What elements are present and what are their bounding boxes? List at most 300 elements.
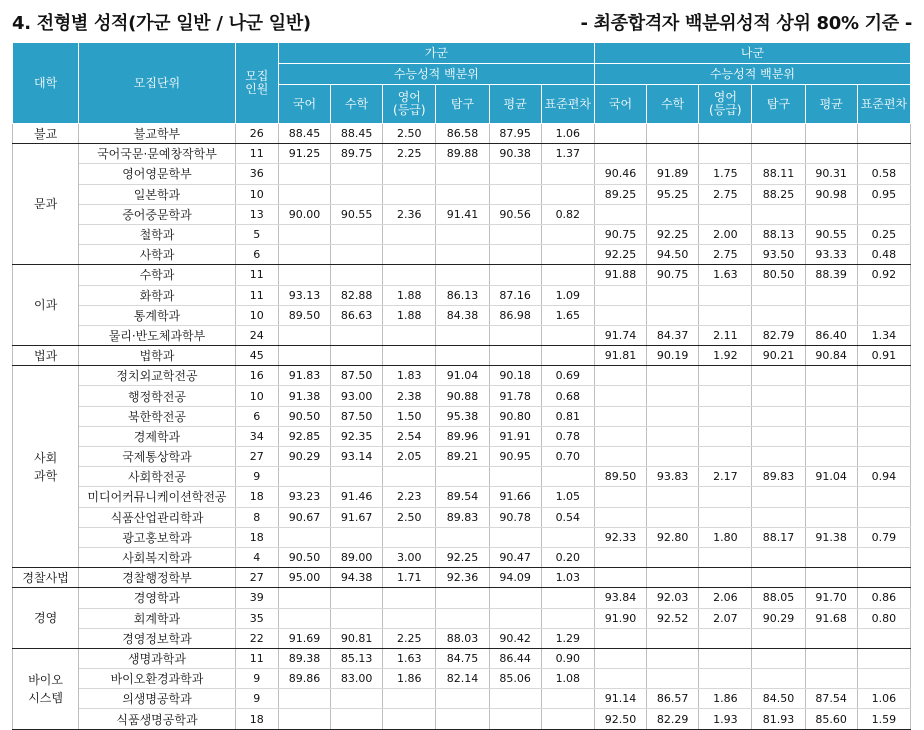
ga-score-cell <box>278 245 330 265</box>
ga-score-cell: 2.25 <box>383 628 436 648</box>
ga-score-cell <box>489 588 541 608</box>
table-row <box>13 366 911 386</box>
na-score-cell <box>594 144 646 164</box>
na-score-cell: 88.39 <box>805 265 857 285</box>
na-score-cell <box>594 366 646 386</box>
ga-score-cell <box>331 265 383 285</box>
ga-score-cell: 86.98 <box>489 305 541 325</box>
na-score-cell <box>594 648 646 668</box>
table-row <box>13 386 911 406</box>
ga-score-cell <box>436 245 489 265</box>
na-score-cell: 91.70 <box>805 588 857 608</box>
unit-cell: 경영학과 <box>79 588 236 608</box>
ga-score-cell: 93.00 <box>331 386 383 406</box>
ga-score-cell <box>541 184 594 204</box>
na-score-cell <box>699 426 752 446</box>
na-score-cell: 92.33 <box>594 527 646 547</box>
ga-score-cell: 90.81 <box>331 628 383 648</box>
table-row <box>13 224 911 244</box>
ga-score-cell: 1.03 <box>541 568 594 588</box>
ga-score-cell <box>489 164 541 184</box>
ga-score-cell <box>541 527 594 547</box>
table-row <box>13 608 911 628</box>
ga-score-cell: 91.78 <box>489 386 541 406</box>
na-score-cell: 2.75 <box>699 245 752 265</box>
ga-score-cell: 90.18 <box>489 366 541 386</box>
table-row <box>13 507 911 527</box>
na-score-cell: 2.11 <box>699 325 752 345</box>
ga-score-cell <box>278 709 330 729</box>
na-score-cell <box>699 406 752 426</box>
ga-score-cell <box>278 184 330 204</box>
na-score-cell <box>699 386 752 406</box>
na-score-cell <box>752 204 805 224</box>
na-score-cell: 89.50 <box>594 467 646 487</box>
na-score-cell <box>857 144 910 164</box>
na-score-cell <box>752 144 805 164</box>
header-quota <box>235 43 278 124</box>
ga-score-cell <box>541 467 594 487</box>
ga-score-cell <box>436 325 489 345</box>
ga-score-cell: 2.05 <box>383 447 436 467</box>
ga-score-cell <box>489 709 541 729</box>
ga-score-cell: 90.42 <box>489 628 541 648</box>
college-cell: 바이오 시스템 <box>13 648 79 729</box>
ga-score-cell: 89.21 <box>436 447 489 467</box>
unit-cell: 행정학전공 <box>79 386 236 406</box>
na-score-cell: 93.33 <box>805 245 857 265</box>
na-score-cell: 88.25 <box>752 184 805 204</box>
ga-score-cell: 86.13 <box>436 285 489 305</box>
unit-cell: 화학과 <box>79 285 236 305</box>
table-row <box>13 426 911 446</box>
na-score-cell <box>752 406 805 426</box>
quota-cell: 13 <box>235 204 278 224</box>
na-score-cell: 2.17 <box>699 467 752 487</box>
ga-score-cell: 90.78 <box>489 507 541 527</box>
na-score-cell: 86.57 <box>647 689 699 709</box>
na-score-cell: 90.84 <box>805 346 857 366</box>
quota-cell: 9 <box>235 669 278 689</box>
ga-score-cell: 92.36 <box>436 568 489 588</box>
unit-cell: 사학과 <box>79 245 236 265</box>
ga-score-cell: 90.67 <box>278 507 330 527</box>
table-row <box>13 285 911 305</box>
na-score-cell <box>594 568 646 588</box>
table-row <box>13 184 911 204</box>
ga-score-cell: 89.54 <box>436 487 489 507</box>
ga-score-cell <box>383 527 436 547</box>
ga-score-cell: 90.38 <box>489 144 541 164</box>
na-score-cell <box>699 507 752 527</box>
na-score-cell <box>699 285 752 305</box>
ga-score-cell: 0.90 <box>541 648 594 668</box>
na-score-cell <box>647 386 699 406</box>
na-score-cell <box>752 669 805 689</box>
ga-score-cell: 83.00 <box>331 669 383 689</box>
header-subject-na-3: 탐구 <box>752 85 805 124</box>
header-suneung-na: 수능성적 백분위 <box>594 64 910 85</box>
ga-score-cell <box>489 184 541 204</box>
na-score-cell: 92.03 <box>647 588 699 608</box>
na-score-cell: 0.95 <box>857 184 910 204</box>
ga-score-cell <box>541 588 594 608</box>
na-score-cell: 88.05 <box>752 588 805 608</box>
ga-score-cell: 91.04 <box>436 366 489 386</box>
na-score-cell <box>647 447 699 467</box>
ga-score-cell: 87.16 <box>489 285 541 305</box>
na-score-cell: 91.74 <box>594 325 646 345</box>
ga-score-cell: 90.29 <box>278 447 330 467</box>
ga-score-cell <box>436 467 489 487</box>
na-score-cell <box>857 628 910 648</box>
ga-score-cell: 91.66 <box>489 487 541 507</box>
na-score-cell <box>857 305 910 325</box>
ga-score-cell: 91.67 <box>331 507 383 527</box>
ga-score-cell: 0.69 <box>541 366 594 386</box>
ga-score-cell <box>278 164 330 184</box>
quota-cell: 18 <box>235 527 278 547</box>
quota-cell: 36 <box>235 164 278 184</box>
quota-cell: 11 <box>235 144 278 164</box>
header-subject-ga-5: 표준편차 <box>541 85 594 124</box>
ga-score-cell: 89.88 <box>436 144 489 164</box>
ga-score-cell <box>278 325 330 345</box>
table-row <box>13 547 911 567</box>
ga-score-cell <box>541 346 594 366</box>
ga-score-cell <box>278 689 330 709</box>
ga-score-cell <box>541 608 594 628</box>
na-score-cell: 0.92 <box>857 265 910 285</box>
unit-cell: 국제통상학과 <box>79 447 236 467</box>
na-score-cell <box>857 648 910 668</box>
na-score-cell <box>857 386 910 406</box>
ga-score-cell: 85.06 <box>489 669 541 689</box>
ga-score-cell: 1.88 <box>383 305 436 325</box>
ga-score-cell: 89.96 <box>436 426 489 446</box>
table-row <box>13 709 911 729</box>
ga-score-cell: 2.38 <box>383 386 436 406</box>
na-score-cell: 91.04 <box>805 467 857 487</box>
na-score-cell <box>647 487 699 507</box>
ga-score-cell: 91.25 <box>278 144 330 164</box>
table-row <box>13 164 911 184</box>
na-score-cell: 0.58 <box>857 164 910 184</box>
na-score-cell: 89.83 <box>752 467 805 487</box>
criteria-note: - 최종합격자 백분위성적 상위 80% 기준 - <box>580 13 912 34</box>
college-cell: 문과 <box>13 144 79 265</box>
na-score-cell: 88.13 <box>752 224 805 244</box>
ga-score-cell: 1.65 <box>541 305 594 325</box>
na-score-cell: 91.88 <box>594 265 646 285</box>
na-score-cell <box>857 406 910 426</box>
na-score-cell: 1.59 <box>857 709 910 729</box>
na-score-cell: 93.83 <box>647 467 699 487</box>
header-subject-na-5: 표준편차 <box>857 85 910 124</box>
na-score-cell: 2.07 <box>699 608 752 628</box>
ga-score-cell <box>383 346 436 366</box>
unit-cell: 사회복지학과 <box>79 547 236 567</box>
ga-score-cell: 88.03 <box>436 628 489 648</box>
na-score-cell: 82.79 <box>752 325 805 345</box>
ga-score-cell <box>436 184 489 204</box>
na-score-cell <box>752 648 805 668</box>
ga-score-cell <box>541 325 594 345</box>
na-score-cell <box>805 547 857 567</box>
na-score-cell <box>699 305 752 325</box>
unit-cell: 법학과 <box>79 346 236 366</box>
ga-score-cell: 1.86 <box>383 669 436 689</box>
na-score-cell: 2.75 <box>699 184 752 204</box>
na-score-cell <box>857 547 910 567</box>
table-row <box>13 265 911 285</box>
na-score-cell <box>805 447 857 467</box>
unit-cell: 경제학과 <box>79 426 236 446</box>
ga-score-cell: 0.82 <box>541 204 594 224</box>
na-score-cell <box>805 144 857 164</box>
ga-score-cell <box>278 224 330 244</box>
quota-cell: 6 <box>235 406 278 426</box>
unit-cell: 불교학부 <box>79 124 236 144</box>
ga-score-cell: 88.45 <box>278 124 330 144</box>
na-score-cell: 1.86 <box>699 689 752 709</box>
unit-cell: 국어국문·문예창작학부 <box>79 144 236 164</box>
ga-score-cell: 91.69 <box>278 628 330 648</box>
quota-cell: 45 <box>235 346 278 366</box>
na-score-cell <box>805 568 857 588</box>
ga-score-cell: 92.85 <box>278 426 330 446</box>
ga-score-cell: 86.63 <box>331 305 383 325</box>
na-score-cell <box>647 124 699 144</box>
header-subject-ga-2: 영어 (등급) <box>383 85 436 124</box>
na-score-cell <box>805 305 857 325</box>
ga-score-cell <box>383 608 436 628</box>
ga-score-cell: 93.23 <box>278 487 330 507</box>
ga-score-cell <box>436 689 489 709</box>
ga-score-cell: 90.50 <box>278 406 330 426</box>
ga-score-cell: 0.81 <box>541 406 594 426</box>
na-score-cell: 92.50 <box>594 709 646 729</box>
ga-score-cell <box>278 588 330 608</box>
ga-score-cell: 94.09 <box>489 568 541 588</box>
na-score-cell: 85.60 <box>805 709 857 729</box>
na-score-cell <box>699 628 752 648</box>
unit-cell: 경찰행정학부 <box>79 568 236 588</box>
ga-score-cell: 90.80 <box>489 406 541 426</box>
ga-score-cell: 2.36 <box>383 204 436 224</box>
table-row <box>13 144 911 164</box>
na-score-cell <box>805 366 857 386</box>
ga-score-cell: 2.50 <box>383 507 436 527</box>
ga-score-cell: 1.05 <box>541 487 594 507</box>
ga-score-cell <box>436 608 489 628</box>
ga-score-cell <box>436 164 489 184</box>
ga-score-cell: 93.14 <box>331 447 383 467</box>
na-score-cell <box>699 204 752 224</box>
quota-cell: 27 <box>235 568 278 588</box>
na-score-cell: 92.52 <box>647 608 699 628</box>
ga-score-cell <box>331 245 383 265</box>
ga-score-cell: 84.38 <box>436 305 489 325</box>
ga-score-cell <box>436 709 489 729</box>
na-score-cell <box>647 366 699 386</box>
ga-score-cell: 86.58 <box>436 124 489 144</box>
quota-cell: 11 <box>235 648 278 668</box>
unit-cell: 회계학과 <box>79 608 236 628</box>
na-score-cell: 82.29 <box>647 709 699 729</box>
na-score-cell <box>647 648 699 668</box>
college-cell: 이과 <box>13 265 79 346</box>
na-score-cell <box>857 285 910 305</box>
na-score-cell: 87.54 <box>805 689 857 709</box>
table-row <box>13 346 911 366</box>
ga-score-cell: 2.54 <box>383 426 436 446</box>
ga-score-cell: 89.86 <box>278 669 330 689</box>
na-score-cell <box>857 124 910 144</box>
ga-score-cell: 1.08 <box>541 669 594 689</box>
na-score-cell: 93.84 <box>594 588 646 608</box>
ga-score-cell: 90.00 <box>278 204 330 224</box>
na-score-cell <box>752 386 805 406</box>
ga-score-cell <box>331 527 383 547</box>
header-subject-na-2: 영어 (등급) <box>699 85 752 124</box>
na-score-cell <box>594 669 646 689</box>
table-row <box>13 305 911 325</box>
na-score-cell <box>805 124 857 144</box>
na-score-cell <box>752 285 805 305</box>
na-score-cell <box>647 285 699 305</box>
na-score-cell <box>699 487 752 507</box>
ga-score-cell <box>383 184 436 204</box>
header-subject-ga-0: 국어 <box>278 85 330 124</box>
na-score-cell: 88.17 <box>752 527 805 547</box>
quota-cell: 18 <box>235 487 278 507</box>
ga-score-cell: 0.70 <box>541 447 594 467</box>
na-score-cell: 92.25 <box>594 245 646 265</box>
ga-score-cell: 3.00 <box>383 547 436 567</box>
na-score-cell: 91.89 <box>647 164 699 184</box>
ga-score-cell <box>541 689 594 709</box>
ga-score-cell: 87.95 <box>489 124 541 144</box>
na-score-cell <box>594 386 646 406</box>
na-score-cell: 84.50 <box>752 689 805 709</box>
unit-cell: 경영정보학과 <box>79 628 236 648</box>
ga-score-cell <box>278 467 330 487</box>
ga-score-cell <box>383 245 436 265</box>
ga-score-cell: 91.46 <box>331 487 383 507</box>
ga-score-cell: 2.25 <box>383 144 436 164</box>
ga-score-cell <box>489 608 541 628</box>
na-score-cell <box>594 507 646 527</box>
na-score-cell <box>805 204 857 224</box>
na-score-cell: 90.46 <box>594 164 646 184</box>
table-row <box>13 568 911 588</box>
ga-score-cell: 86.44 <box>489 648 541 668</box>
ga-score-cell: 1.29 <box>541 628 594 648</box>
college-cell: 경영 <box>13 588 79 649</box>
na-score-cell <box>752 628 805 648</box>
ga-score-cell <box>436 588 489 608</box>
unit-cell: 정치외교학전공 <box>79 366 236 386</box>
ga-score-cell <box>436 224 489 244</box>
ga-score-cell <box>383 265 436 285</box>
ga-score-cell <box>489 325 541 345</box>
quota-cell: 9 <box>235 467 278 487</box>
na-score-cell: 90.21 <box>752 346 805 366</box>
na-score-cell <box>699 547 752 567</box>
table-row <box>13 689 911 709</box>
ga-score-cell <box>331 588 383 608</box>
ga-score-cell: 91.41 <box>436 204 489 224</box>
header-subject-ga-3: 탐구 <box>436 85 489 124</box>
college-cell: 사회 과학 <box>13 366 79 568</box>
ga-score-cell <box>541 224 594 244</box>
na-score-cell <box>857 487 910 507</box>
header-subject-ga-1: 수학 <box>331 85 383 124</box>
na-score-cell <box>647 204 699 224</box>
table-row <box>13 325 911 345</box>
na-score-cell <box>805 426 857 446</box>
na-score-cell <box>805 507 857 527</box>
ga-score-cell: 91.83 <box>278 366 330 386</box>
na-score-cell <box>647 507 699 527</box>
na-score-cell: 0.25 <box>857 224 910 244</box>
ga-score-cell <box>541 265 594 285</box>
ga-score-cell: 0.78 <box>541 426 594 446</box>
quota-cell: 16 <box>235 366 278 386</box>
na-score-cell: 91.90 <box>594 608 646 628</box>
quota-cell: 9 <box>235 689 278 709</box>
na-score-cell <box>594 547 646 567</box>
ga-score-cell: 90.47 <box>489 547 541 567</box>
na-score-cell: 0.94 <box>857 467 910 487</box>
quota-cell: 22 <box>235 628 278 648</box>
na-score-cell <box>594 426 646 446</box>
na-score-cell: 90.19 <box>647 346 699 366</box>
header-unit: 모집단위 <box>79 43 236 124</box>
ga-score-cell <box>489 467 541 487</box>
na-score-cell: 90.75 <box>594 224 646 244</box>
ga-score-cell: 0.54 <box>541 507 594 527</box>
na-score-cell <box>805 487 857 507</box>
na-score-cell: 95.25 <box>647 184 699 204</box>
na-score-cell: 90.75 <box>647 265 699 285</box>
na-score-cell <box>647 426 699 446</box>
na-score-cell <box>594 447 646 467</box>
ga-score-cell: 95.00 <box>278 568 330 588</box>
unit-cell: 중어중문학과 <box>79 204 236 224</box>
ga-score-cell <box>383 689 436 709</box>
ga-score-cell <box>541 164 594 184</box>
na-score-cell: 81.93 <box>752 709 805 729</box>
na-score-cell <box>752 547 805 567</box>
na-score-cell <box>647 547 699 567</box>
na-score-cell: 1.80 <box>699 527 752 547</box>
ga-score-cell <box>489 689 541 709</box>
na-score-cell <box>699 144 752 164</box>
table-row <box>13 487 911 507</box>
unit-cell: 의생명공학과 <box>79 689 236 709</box>
ga-score-cell <box>331 164 383 184</box>
na-score-cell <box>805 669 857 689</box>
ga-score-cell <box>436 346 489 366</box>
na-score-cell <box>752 366 805 386</box>
ga-score-cell: 82.88 <box>331 285 383 305</box>
ga-score-cell: 91.91 <box>489 426 541 446</box>
table-header <box>13 43 911 124</box>
table-row <box>13 124 911 144</box>
unit-cell: 식품산업관리학과 <box>79 507 236 527</box>
